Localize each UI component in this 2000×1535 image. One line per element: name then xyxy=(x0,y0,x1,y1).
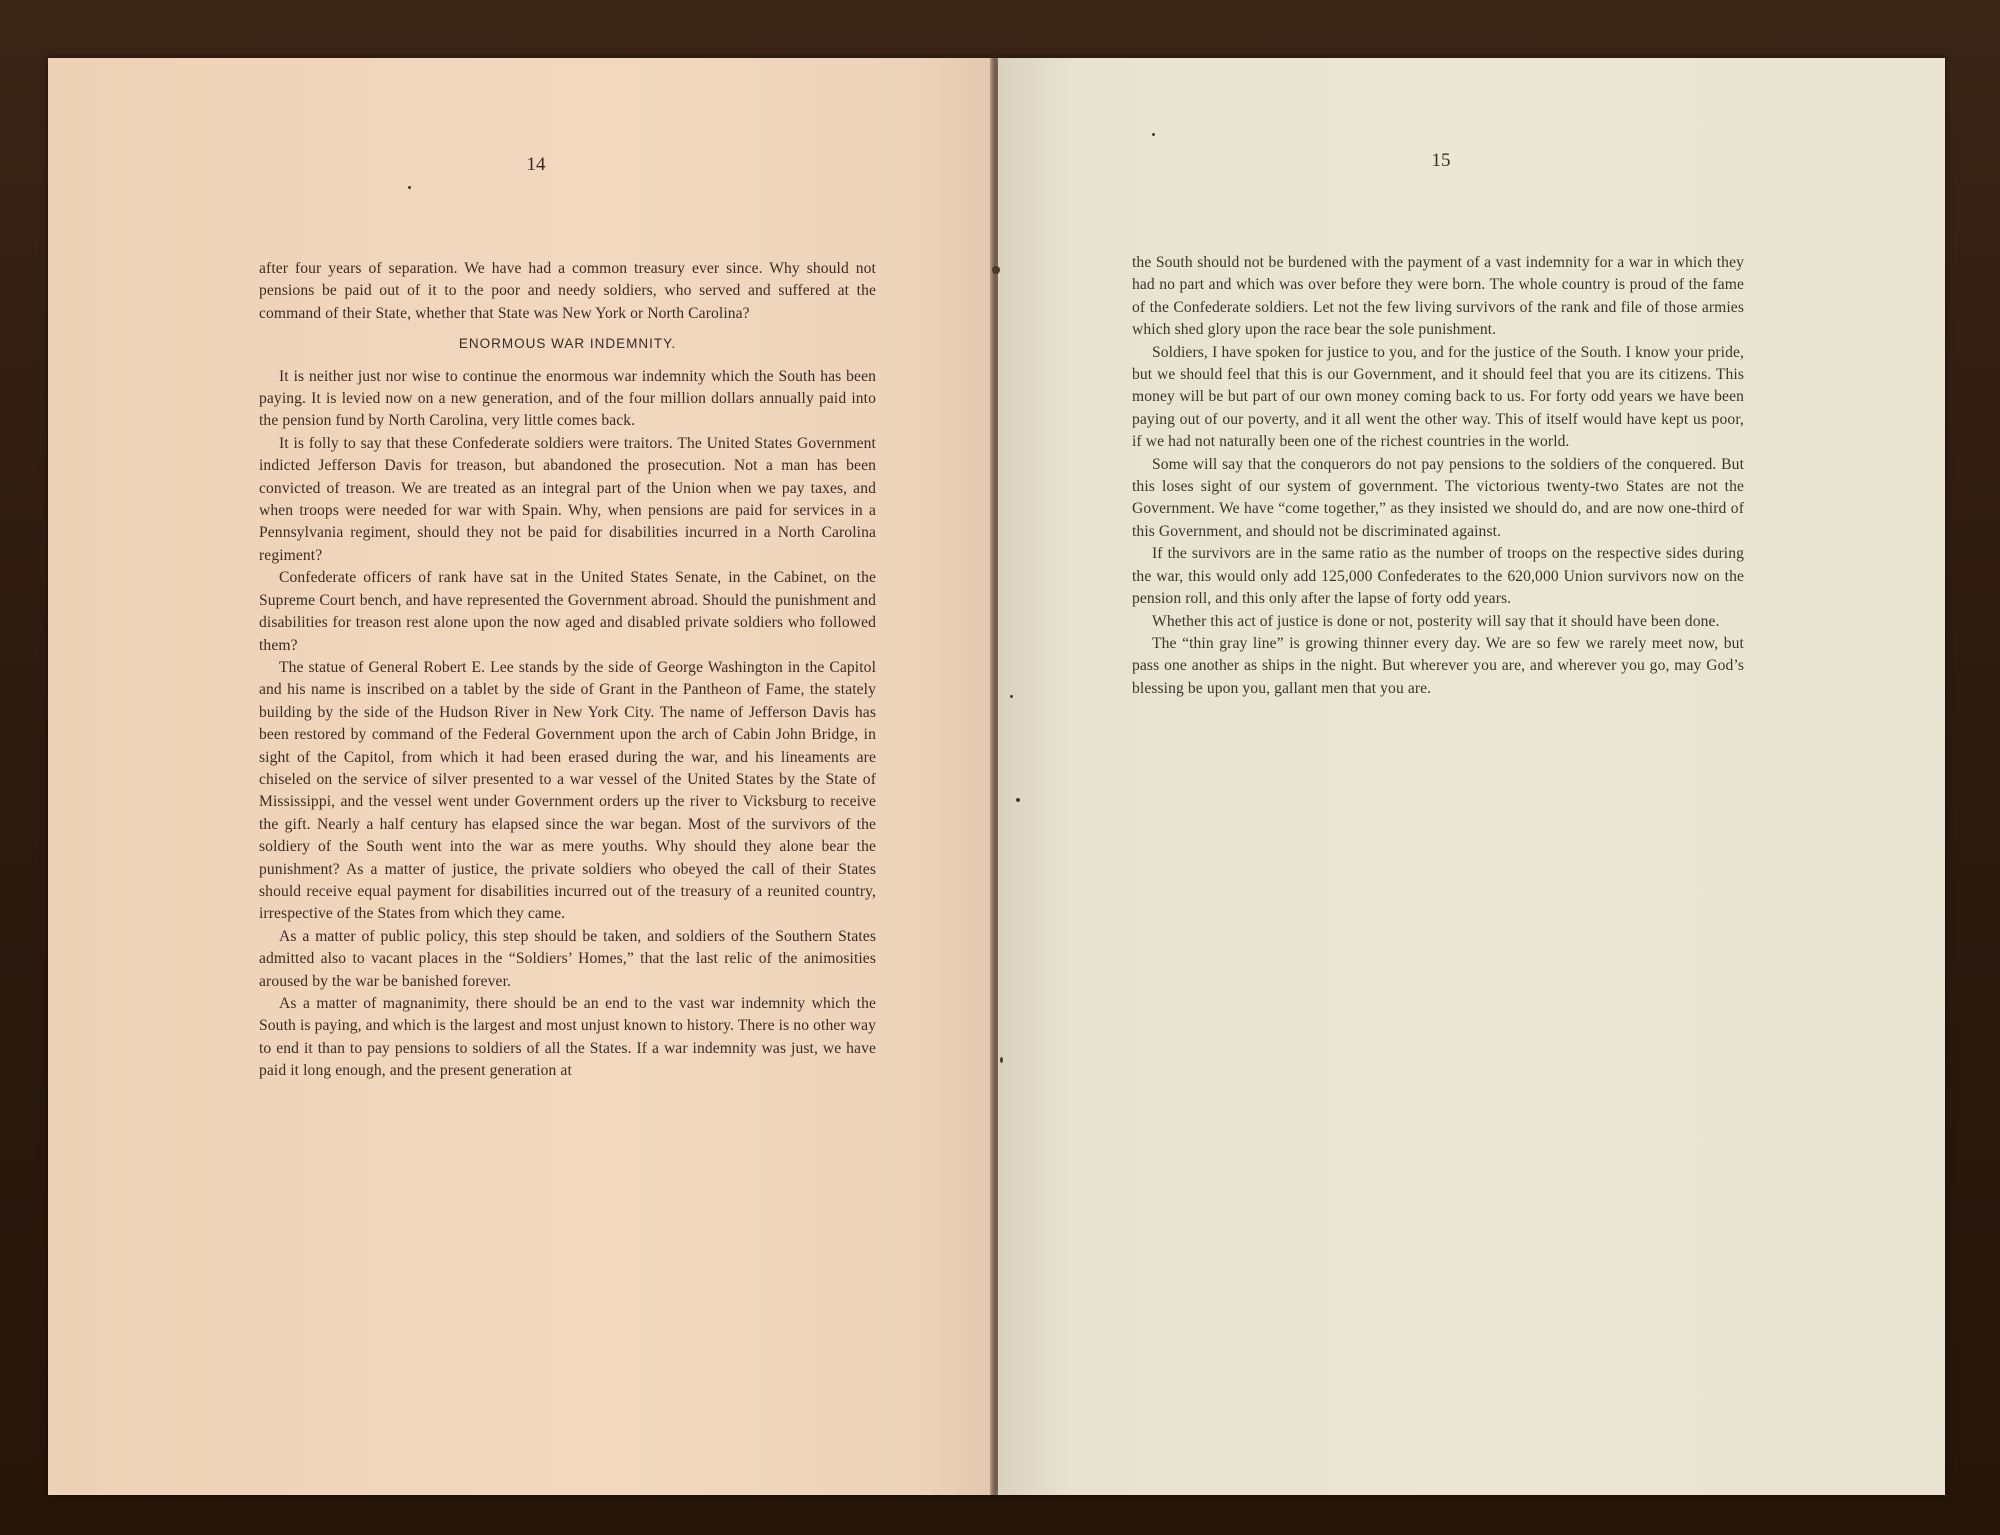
paper-speck xyxy=(992,266,1000,274)
right-paragraph: Whether this act of justice is done or not, posterity will say that it should have been done. xyxy=(1152,612,1720,630)
page-number-left: 14 xyxy=(526,154,546,175)
section-heading: ENORMOUS WAR INDEMNITY. xyxy=(458,336,677,352)
paper-speck xyxy=(1152,133,1155,136)
right-paragraph: Some will say that the conquerors do not pay pensions to the soldiers of the conquered. But this loses sight of our system of government. The victorious twenty-two States are not the Government. We have “come together,” as they insisted we should do, and are now one-third of this Government, and should not be discriminated against. xyxy=(1132,455,1744,540)
paper-speck xyxy=(1010,695,1013,698)
left-paragraph: The statue of General Robert E. Lee stands by the side of George Washington in the Capitol and his name is inscribed on a tablet by the side of Grant in the Pantheon of Fame, the stately building by the side of the Hudson River in New York City. The name of Jefferson Davis has been restored by command of the Federal Government upon the arch of Cabin John Bridge, in sight of the Capitol, from which it had been erased during the war, and his lineaments are chiseled on the service of silver presented to a war vessel of the United States by the State of Mississippi, and the vessel went under Government orders up the river to Vicksburg to receive the gift. Nearly a half century has elapsed since the war began. Most of the survivors of the soldiery of the South went into the war as mere youths. Why should they alone bear the punishment? As a matter of justice, the private soldiers who obeyed the call of their States should receive equal payment for disabilities incurred out of the treasury of a reunited country, irrespective of the States from which they came. xyxy=(259,658,876,923)
paper-speck xyxy=(408,186,411,189)
right-paragraph: The “thin gray line” is growing thinner every day. We are so few we rarely meet now, but pass one another as ships in the night. But wherever you are, and wherever you go, may God’s blessing be upon you, gallant men that you are. xyxy=(1132,634,1744,697)
left-paragraph: As a matter of magnanimity, there should be an end to the vast war indemnity which the South is paying, and which is the largest and most unjust known to history. There is no other way to end it than to pay pensions to soldiers of all the States. If a war indemnity was just, we have paid it long enough, and the present generation at xyxy=(259,995,876,1080)
right-page-text xyxy=(1132,252,1744,700)
left-paragraph: Confederate officers of rank have sat in the United States Senate, in the Cabinet, on the Supreme Court bench, and have represented the Government abroad. Should the punishment and disabilities for treason rest alone upon the now aged and disabled private soldiers who followed them? xyxy=(259,569,876,654)
paper-speck xyxy=(1000,1057,1003,1063)
left-paragraph: As a matter of public policy, this step should be taken, and soldiers of the Southern States admitted also to vacant places in the “Soldiers’ Homes,” that the last relic of the animosities aroused by the war be banished forever. xyxy=(259,927,876,990)
paper-speck xyxy=(1016,798,1020,802)
left-paragraph: It is folly to say that these Confederate soldiers were traitors. The United States Government indicted Jefferson Davis for treason, but abandoned the prosecution. Not a man has been convicted of treason. We are treated as an integral part of the Union when we pay taxes, and when troops were needed for war with Spain. Why, when pensions are paid for services in a Pennsylvania regiment, should they not be paid for disabilities incurred in a North Carolina regiment? xyxy=(259,434,876,564)
left-paragraph: It is neither just nor wise to continue the enormous war indemnity which the South has been paying. It is levied now on a new generation, and of the four million dollars annually paid into the pension fund by North Carolina, very little comes back. xyxy=(259,367,876,430)
page-number-right: 15 xyxy=(1431,150,1451,171)
left-opening-paragraph: after four years of separation. We have had a common treasury ever since. Why should not pensions be paid out of it to the poor and needy soldiers, who served and suffered at the command of their State, whether that State was New York or North Carolina? xyxy=(259,260,876,322)
right-paragraph: If the survivors are in the same ratio as the number of troops on the respective sides during the war, this would only add 125,000 Confederates to the 620,000 Union survivors now on the pension roll, and this only after the lapse of forty odd years. xyxy=(1132,545,1744,608)
left-page-text xyxy=(259,258,876,1083)
right-opening-paragraph: the South should not be burdened with the payment of a vast indemnity for a war in which they had no part and which was over before they were born. The whole country is proud of the fame of the Confederate soldiers. Let not the few living survivors of the rank and file of those armies which shed glory upon the race bear the sole punishment. xyxy=(1132,254,1744,339)
right-paragraph: Soldiers, I have spoken for justice to you, and for the justice of the South. I know your pride, but we should feel that this is our Government, and it should feel that you are its citizens. This money will be but part of our own money coming back to us. For forty odd years we have been paying out of our poverty, and it all went the other way. This of itself would have kept us poor, if we had not naturally been one of the richest countries in the world. xyxy=(1132,343,1744,451)
